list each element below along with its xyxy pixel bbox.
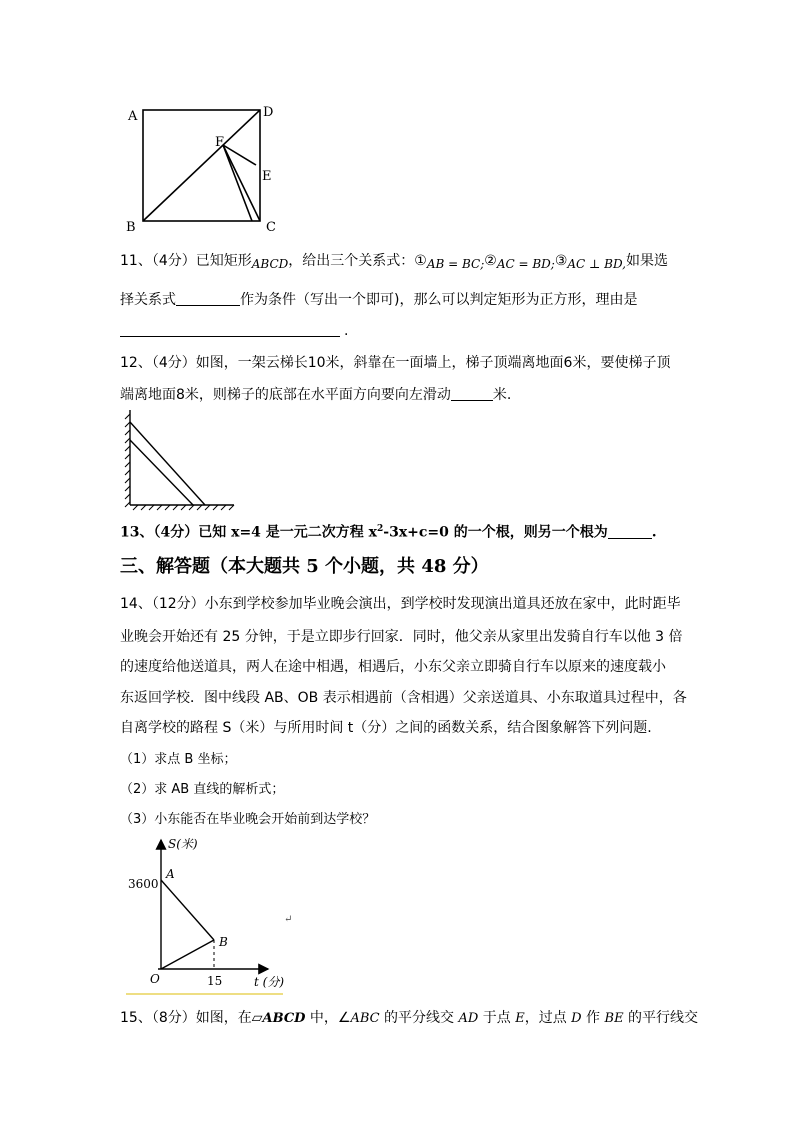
q14-sub-3: （3）小东能否在毕业晚会开始前到达学校？: [120, 812, 376, 827]
return-mark: ↵: [284, 914, 293, 925]
x-axis-label: t (分): [254, 975, 285, 989]
segment-f-bottom: [223, 145, 252, 221]
segment-ob: [161, 940, 214, 969]
label-a: A: [128, 109, 138, 124]
label-d: D: [263, 105, 274, 120]
ladder-position-1: [130, 422, 205, 505]
q14-line-4: 东返回学校．图中线段 AB、OB 表示相遇前（含相遇）父亲送道具、小东取道具过程中，各: [120, 690, 687, 706]
y-tick-label: 3600: [128, 877, 159, 891]
label-c: C: [266, 220, 276, 235]
x-tick-label: 15: [207, 974, 223, 988]
label-b: B: [126, 220, 136, 235]
q14-sub-2: （2）求 AB 直线的解析式；: [120, 782, 285, 797]
wall-hatching: [125, 414, 130, 507]
q11-answer-blank-2[interactable]: [120, 322, 340, 337]
q14-line-5: 自离学校的路程 S（米）与所用时间 t（分）之间的函数关系，结合图象解答下列问题.: [120, 720, 652, 736]
y-axis-label: S(米): [168, 837, 198, 851]
q14-line-1: 14、（12分）小东到学校参加毕业晚会演出，到学校时发现演出道具还放在家中，此时距毕: [120, 596, 681, 612]
diagonal-bd: [143, 110, 260, 221]
label-f: F: [215, 135, 225, 150]
q14-line-2: 业晚会开始还有 25 分钟，于是立即步行回家．同时，他父亲从家里出发骑自行车以他 3 倍: [120, 629, 683, 645]
q11-line-1: 11、（4分）已知矩形ABCD，给出三个关系式：①AB = BC;②AC = BD;③AC ⊥ BD,如果选: [120, 253, 668, 271]
distance-time-graph: [118, 836, 318, 998]
origin-label: O: [150, 972, 160, 986]
point-b-label: B: [219, 935, 228, 949]
q11-answer-blank-1[interactable]: [176, 291, 240, 306]
label-e: E: [262, 169, 272, 184]
square-figure: [118, 100, 288, 235]
q12-line-2: 端离地面8米，则梯子的底部在水平面方向要向左滑动 米.: [120, 387, 512, 403]
q14-sub-1: （1）求点 B 坐标；: [120, 752, 237, 767]
q13-answer-blank[interactable]: [608, 524, 652, 539]
q11-line-3: .: [120, 322, 348, 340]
point-a-label: A: [166, 867, 175, 881]
q12-line-1: 12、（4分）如图，一架云梯长10米，斜靠在一面墙上，梯子顶端离地面6米，要使梯子顶: [120, 355, 671, 371]
q14-line-3: 的速度给他送道具，两人在途中相遇，相遇后，小东父亲立即骑自行车以原来的速度载小: [120, 659, 666, 675]
q15-line-1: 15、（8分）如图，在▱ABCD 中，∠ABC 的平分线交 AD 于点 E，过点 D 作 BE 的平行线交: [120, 1010, 699, 1026]
ground-hatching: [133, 505, 234, 510]
segment-ab: [161, 880, 214, 940]
section-3-heading: 三、解答题（本大题共 5 个小题，共 48 分）: [120, 556, 489, 577]
q12-answer-blank[interactable]: [451, 386, 493, 401]
q11-line-2: 择关系式 作为条件（写出一个即可)，那么可以判定矩形为正方形，理由是: [120, 292, 638, 308]
ladder-position-2: [130, 440, 193, 505]
ladder-figure: [118, 408, 243, 513]
q13-line: 13、（4分）已知 x=4 是一元二次方程 $x^2-3x+c=0$ 的一个根，则另一个根为 .: [120, 524, 657, 541]
